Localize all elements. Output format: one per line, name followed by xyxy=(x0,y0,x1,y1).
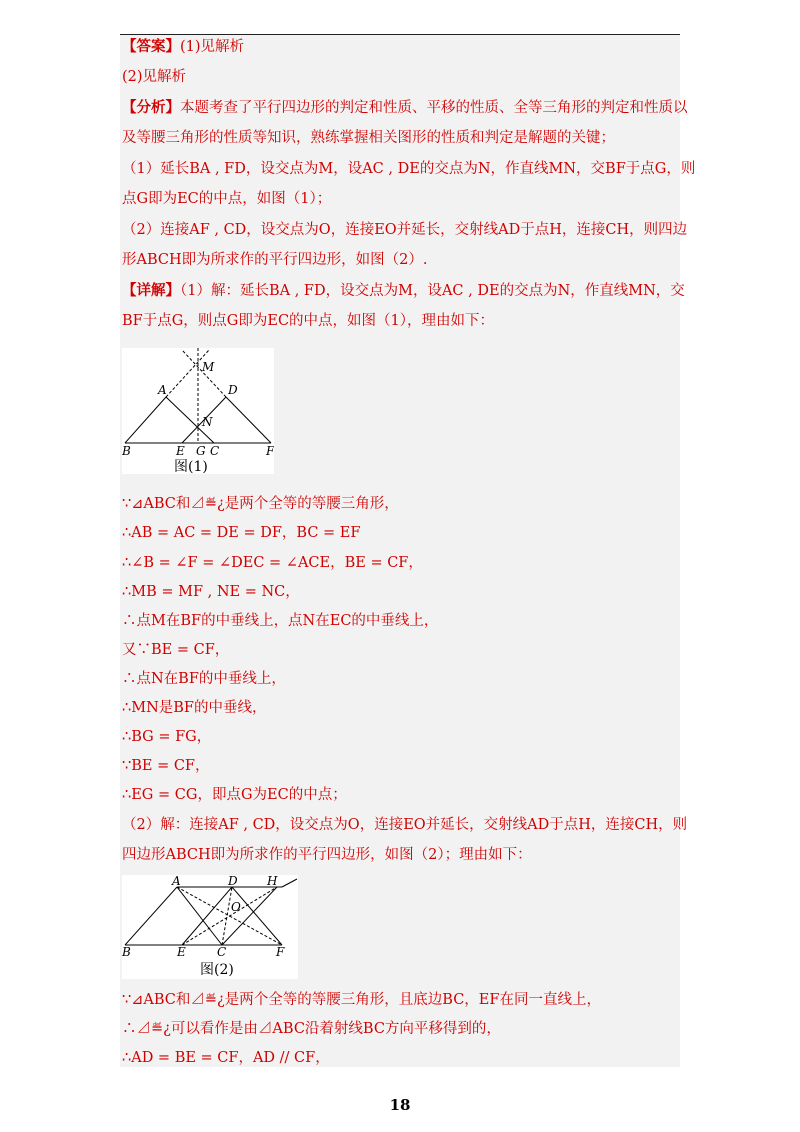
page-number: 18 xyxy=(389,1096,411,1114)
figure-1 xyxy=(122,348,274,474)
fig2-label-D: D xyxy=(228,875,238,888)
analysis-line-3: （1）延长BA , FD，设交点为M，设AC , DE的交点为N，作直线MN，交BF于点G，则 xyxy=(122,161,696,177)
fig2-label-C: C xyxy=(217,945,227,959)
fig2-side-AC xyxy=(177,887,222,945)
detail-line-1 xyxy=(122,281,685,301)
detail-step-11: ∴EG = CG，即点G为EC的中点； xyxy=(122,787,347,803)
detail-step-t2: ∴⊿≝¿可以看作是由⊿ABC沿着射线BC方向平移得到的， xyxy=(122,1021,501,1037)
fig1-label-A: A xyxy=(158,383,167,397)
fig2-label-B: B xyxy=(122,945,131,959)
detail-line-2: BF于点G，则点G即为EC的中点，如图（1），理由如下： xyxy=(122,313,495,329)
detail-step-1: ∵⊿ABC和⊿≝¿是两个全等的等腰三角形， xyxy=(122,496,399,512)
fig1-label-D: D xyxy=(228,383,238,397)
fig2-label-F: F xyxy=(276,945,285,959)
figure-2-caption: 图(2) xyxy=(200,962,234,978)
detail-step-5: ∴点M在BF的中垂线上，点N在EC的中垂线上， xyxy=(122,613,439,629)
fig1-label-E: E xyxy=(176,444,185,458)
fig1-side-DF xyxy=(226,397,271,443)
fig2-side-DF xyxy=(232,887,282,945)
figure-1-caption: 图(1) xyxy=(174,459,208,475)
detail-step-3: ∴∠B = ∠F = ∠DEC = ∠ACE，BE = CF， xyxy=(122,555,423,571)
fig2-label-E: E xyxy=(177,945,186,959)
fig1-label-N: N xyxy=(202,415,213,429)
detail-part2-line-1: （2）解：连接AF , CD，设交点为O，连接EO并延长，交射线AD于点H，连接CH，则 xyxy=(122,817,688,833)
analysis-line-2: 及等腰三角形的性质等知识，熟练掌握相关图形的性质和判定是解题的关键； xyxy=(122,130,615,146)
detail-step-9: ∴BG = FG， xyxy=(122,729,212,745)
detail-step-t1: ∵⊿ABC和⊿≝¿是两个全等的等腰三角形，且底边BC，EF在同一直线上， xyxy=(122,992,601,1008)
analysis-line-5: （2）连接AF , CD，设交点为O，连接EO并延长，交射线AD于点H，连接CH，则四边 xyxy=(122,222,688,238)
fig1-label-F: F xyxy=(266,444,274,458)
detail-label: 【详解】 xyxy=(122,282,180,299)
answer-line-1 xyxy=(122,37,680,57)
detail-step-4: ∴MB = MF , NE = NC， xyxy=(122,584,300,600)
fig2-side-BA xyxy=(125,887,177,945)
analysis-line-1 xyxy=(122,98,688,118)
fig2-label-A: A xyxy=(172,875,181,888)
fig2-side-ED xyxy=(182,887,232,945)
detail-text-1: （1）解：延长BA , FD，设交点为M，设AC , DE的交点为N，作直线MN，交 xyxy=(180,283,685,299)
analysis-text-1: 本题考查了平行四边形的判定和性质、平移的性质、全等三角形的判定和性质以 xyxy=(180,100,688,116)
detail-step-10: ∵BE = CF， xyxy=(122,758,210,774)
answer-label: 【答案】 xyxy=(122,38,180,55)
fig1-label-B: B xyxy=(122,444,131,458)
detail-step-8: ∴MN是BF的中垂线， xyxy=(122,700,267,716)
detail-step-t3: ∴AD = BE = CF，AD // CF， xyxy=(122,1050,330,1066)
fig2-label-H: H xyxy=(267,875,278,888)
fig1-label-M: M xyxy=(202,360,215,374)
answer-line-2: (2)见解析 xyxy=(122,69,187,85)
analysis-line-4: 点G即为EC的中点，如图（1）； xyxy=(122,191,332,207)
fig2-line-EH xyxy=(182,887,277,945)
fig2-label-O: O xyxy=(231,900,241,914)
fig2-ray-extension xyxy=(282,879,297,887)
figure-2 xyxy=(122,875,298,979)
detail-step-2: ∴AB = AC = DE = DF，BC = EF xyxy=(122,525,361,541)
fig1-label-C: C xyxy=(210,444,220,458)
detail-part2-line-2: 四边形ABCH即为所求作的平行四边形，如图（2）；理由如下： xyxy=(122,847,532,863)
detail-step-6: 又∵BE = CF， xyxy=(122,642,230,658)
analysis-line-6: 形ABCH即为所求作的平行四边形，如图（2）. xyxy=(122,252,428,268)
fig1-label-G: G xyxy=(196,444,206,458)
fig1-side-BA xyxy=(125,397,166,443)
analysis-label: 【分析】 xyxy=(122,99,180,116)
detail-step-7: ∴点N在BF的中垂线上， xyxy=(122,671,286,687)
answer-part-1: (1)见解析 xyxy=(180,39,245,55)
